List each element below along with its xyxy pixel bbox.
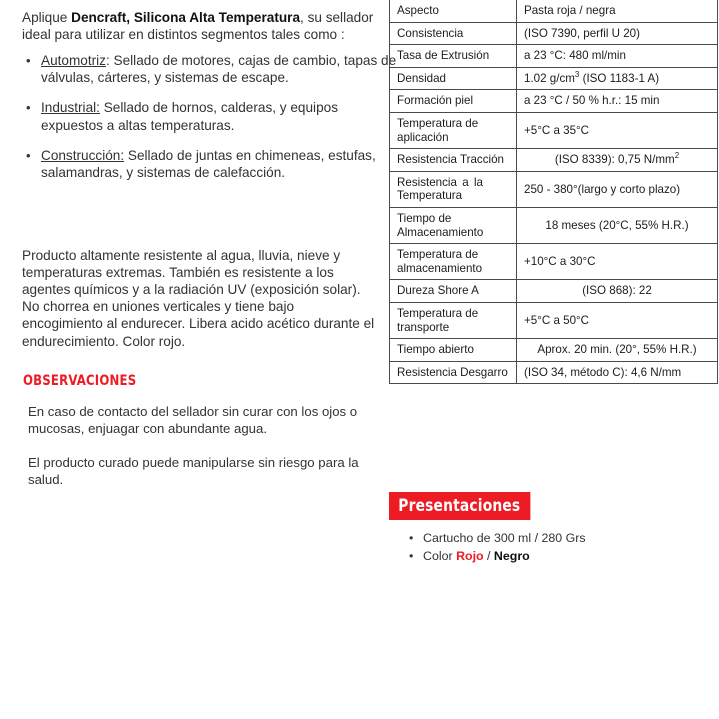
spec-property: Resistencia Tracción [390, 149, 517, 172]
spec-value: 18 meses (20°C, 55% H.R.) [517, 207, 718, 243]
spec-value: a 23 °C: 480 ml/min [517, 45, 718, 68]
spec-value: Aprox. 20 min. (20°, 55% H.R.) [517, 339, 718, 362]
spec-property: Tasa de Extrusión [390, 45, 517, 68]
observaciones-heading: OBSERVACIONES [23, 373, 137, 390]
table-row [390, 22, 718, 45]
table-row [390, 339, 718, 362]
spec-value: (ISO 868): 22 [517, 280, 718, 303]
spec-property: Formación piel [390, 90, 517, 113]
right-column [383, 0, 719, 719]
observaciones-paragraph-1: En caso de contacto del sellador sin curar con los ojos o mucosas, enjuagar con abundante agua. [28, 404, 358, 436]
list-item [423, 547, 586, 565]
spec-property: Temperatura de aplicación [390, 112, 517, 148]
spec-value: 250 - 380°(largo y corto plazo) [517, 171, 718, 207]
segment-text: Sellado de juntas en chimeneas, estufas, salamandras, y sistemas de calefacción. [41, 147, 376, 181]
spec-value: +5°C a 50°C [517, 302, 718, 338]
spec-property: Densidad [390, 67, 517, 90]
spec-value: a 23 °C / 50 % h.r.: 15 min [517, 90, 718, 113]
table-row [390, 361, 718, 384]
presentaciones-heading: Presentaciones [389, 492, 531, 520]
spec-property: Dureza Shore A [390, 280, 517, 303]
list-item [423, 529, 586, 547]
segment-list [22, 52, 397, 194]
table-row [390, 302, 718, 338]
color-rojo: Rojo [456, 549, 484, 563]
spec-property: Resistencia Desgarro [390, 361, 517, 384]
intro-prefix: Aplique [22, 9, 72, 25]
spec-value: 1.02 $g/cm^3$ (ISO 1183-1 A) [517, 67, 718, 90]
specifications-table-body [390, 0, 718, 384]
table-row [390, 207, 718, 243]
segment-text: Sellado de hornos, calderas, y equipos expuestos a altas temperaturas. [41, 100, 338, 133]
intro-paragraph [22, 9, 374, 43]
table-row [390, 90, 718, 113]
segment-label: Automotriz [41, 53, 106, 68]
color-negro: Negro [493, 549, 530, 563]
table-row [390, 280, 718, 303]
table-row [390, 0, 718, 22]
table-row [390, 171, 718, 207]
segment-text: Sellado de motores, cajas de cambio, tapas de válvulas, cárteres, y sistemas de escape. [41, 53, 397, 86]
table-row [390, 112, 718, 148]
table-row [390, 45, 718, 68]
color-separator: / [483, 549, 494, 563]
spec-property: Tiempo de Almacenamiento [390, 207, 517, 243]
product-name: Dencraft, Silicona Alta Temperatura [71, 9, 301, 25]
observaciones-paragraph-2: El producto curado puede manipularse sin riesgo para la salud. [28, 455, 359, 487]
list-item [41, 99, 397, 133]
segment-label: Industrial: [41, 100, 100, 116]
spec-property: Consistencia [390, 22, 517, 45]
specifications-table [389, 0, 718, 384]
spec-property: Temperatura de transporte [390, 302, 517, 338]
color-prefix: Color [423, 549, 457, 563]
spec-value: Pasta roja / negra [517, 0, 718, 22]
spec-property: Temperatura de almacenamiento [390, 244, 517, 280]
segment-separator: : [105, 53, 114, 68]
description-paragraph: Producto altamente resistente al agua, lluvia, nieve y temperaturas extremas. También es resistente a los agentes químicos y a la radiación UV (exposición solar). No chorrea en uniones verticales y tiene bajo encogimiento al endurecer. Libera acido acético durante el endurecimiento. Color rojo. [22, 247, 375, 349]
spec-value: (ISO 34, método C): 4,6 N/mm [517, 361, 718, 384]
segment-label: Construcción: [41, 147, 125, 163]
intro-suffix: , su sellador ideal para utilizar en distintos segmentos tales como : [22, 9, 374, 42]
spec-value: +5°C a 35°C [517, 112, 718, 148]
presentaciones-list [405, 529, 586, 565]
spec-value: (ISO 8339): 0,75 $N/mm^2$ [517, 149, 718, 172]
spec-property: Tiempo abierto [390, 339, 517, 362]
spec-property: Aspecto [390, 0, 517, 22]
spec-value: (ISO 7390, perfil U 20) [517, 22, 718, 45]
table-row [390, 67, 718, 90]
spec-property: Resistencia a la Temperatura [390, 171, 517, 207]
table-row [390, 244, 718, 280]
table-row [390, 149, 718, 172]
list-item [41, 147, 397, 181]
list-item [41, 52, 397, 86]
spec-value: +10°C a 30°C [517, 244, 718, 280]
presentacion-text: Cartucho de 300 ml / 280 Grs [423, 531, 586, 545]
